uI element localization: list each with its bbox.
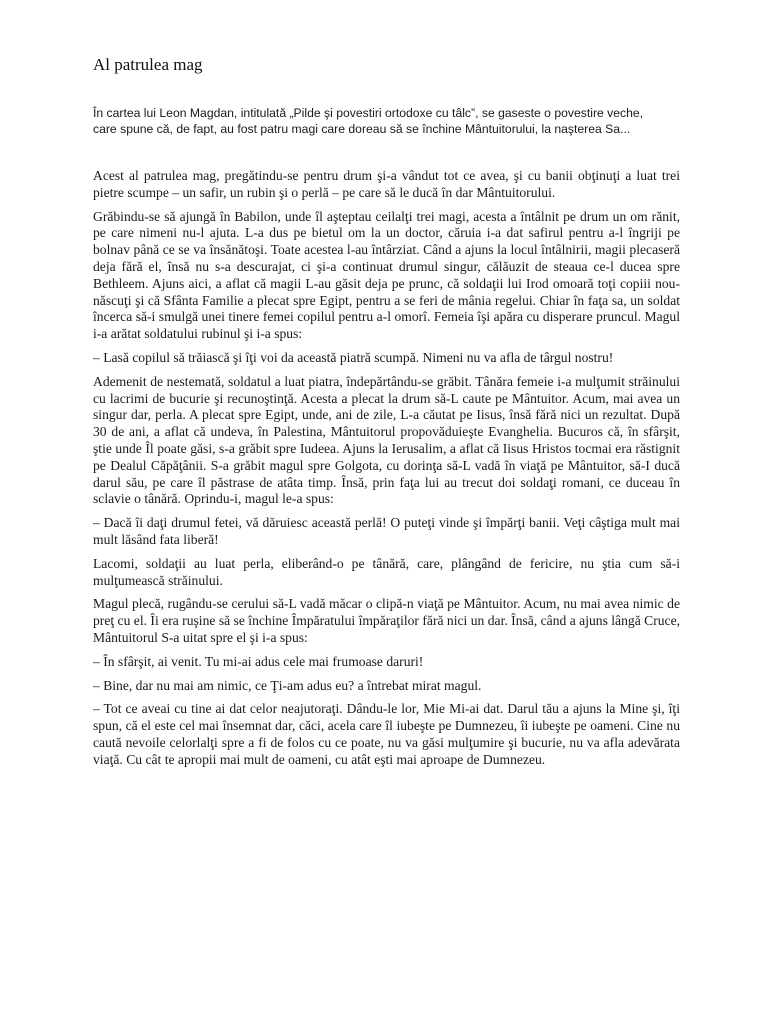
body-paragraph: – Tot ce aveai cu tine ai dat celor neajutoraţi. Dându-le lor, Mie Mi-ai dat. Darul tău a ajuns la Mine şi, îţi spun, că el este cel mai însemnat dar, căci, acela care îl iubeşte pe Dumnezeu, îi iubeşte pe oameni. Cine nu caută nevoile celorlalţi spre a fi de folos cu ce poate, nu va găsi mulţumire şi bucurie, nu va afla adevărata viaţă. Cu cât te apropii mai mult de oameni, cu atât eşti mai aproape de Dumnezeu. — [93, 701, 680, 767]
body-paragraph: – Lasă copilul să trăiască şi îţi voi da această piatră scumpă. Nimeni nu va afla de târgul nostru! — [93, 349, 614, 365]
body-paragraph: – Dacă îi daţi drumul fetei, vă dăruiesc această perlă! O puteţi vinde şi împărţi banii. Veţi câştiga mult mai mult lăsând fata liberă! — [93, 515, 680, 547]
body-paragraph: – Bine, dar nu mai am nimic, ce Ţi-am adus eu? a întrebat mirat magul. — [93, 677, 482, 693]
body-paragraph: Ademenit de nestemată, soldatul a luat piatra, îndepărtându-se grăbit. Tânăra femeie i-a mulţumit străinului cu lacrimi de bucurie şi recunoştinţă. Acesta a plecat la drum să-L caute pe Mântuitor. Acum, mai avea un singur dar, perla. A plecat spre Egipt, unde, ani de zile, L-a căutat pe Iisus, însă fără nici un rezultat. După 30 de ani, a aflat că undeva, în Palestina, Mântuitorul propovăduieşte Evanghelia. Bucuros că, în sfârşit, ştie unde Îl poate găsi, s-a grăbit spre Iudeea. Ajuns la Ierusalim, a aflat că Iisus Hristos tocmai era răstignit pe Dealul Căpăţânii. S-a grăbit magul spre Golgota, cu dorinţa să-L vadă în viaţă pe Mântuitor, să-I ducă darul său, pe care îl păstrase de atâta timp. Însă, prin faţa lui au trecut doi soldaţi romani, ce duceau în sclavie o tânără. Oprindu-i, magul le-a spus: — [93, 373, 680, 507]
page-title: Al patrulea mag — [93, 55, 203, 74]
body-paragraph: Magul plecă, rugându-se cerului să-L vadă măcar o clipă-n viaţă pe Mântuitor. Acum, nu mai avea nimic de preţ cu el. Îi era ruşine să se închine Împăratului împăraţilor fără nici un dar. Însă, când a ajuns lângă Cruce, Mântuitorul S-a uitat spre el şi i-a spus: — [93, 596, 680, 645]
body-paragraph: Grăbindu-se să ajungă în Babilon, unde îl aşteptau ceilalţi trei magi, acesta a întâlnit pe drum un om rănit, pe care nimeni nu-l ajuta. L-a dus pe bietul om la un doctor, căruia i-a dat safirul pentru a-l îngriji pe bolnav până ce se va însănătoşi. Toate acestea l-au întârziat. Când a ajuns la locul întâlnirii, magii plecaseră deja fără el, însă nu s-a descurajat, ci şi-a continuat drumul singur, călăuzit de steaua ce-l ducea spre Bethleem. Ajuns aici, a aflat că magii L-au găsit deja pe prunc, că soldaţii lui Irod omoară toţi copiii nou-născuţi şi că Sfânta Familie a plecat spre Egipt, pentru a se feri de mânia regelui. Chiar în faţa sa, un soldat încerca să-i smulgă unei tinere femei copilul pentru a-l omorî. Femeia îşi apăra cu disperare pruncul. Magul i-a arătat soldatului rubinul şi i-a spus: — [93, 208, 680, 342]
body-paragraph: – În sfârşit, ai venit. Tu mi-ai adus cele mai frumoase daruri! — [93, 653, 424, 669]
body-paragraph: Acest al patrulea mag, pregătindu-se pentru drum şi-a vândut tot ce avea, şi cu banii obţinuţi a luat trei pietre scumpe – un safir, un rubin şi o perlă – pe care să le ducă în dar Mântuitorului. — [93, 168, 680, 200]
intro-paragraph: În cartea lui Leon Magdan, intitulată „Pilde şi povestiri ortodoxe cu tâlc”, se gaseste o povestire veche, care spune că, de fapt, au fost patru magi care doreau să se închine Mântuitorului, la naşterea Sa... — [93, 106, 644, 136]
story-body — [93, 168, 680, 776]
body-paragraph: Lacomi, soldaţii au luat perla, eliberând-o pe tânără, care, plângând de fericire, nu ştia cum să-i mulţumească străinului. — [93, 555, 680, 588]
